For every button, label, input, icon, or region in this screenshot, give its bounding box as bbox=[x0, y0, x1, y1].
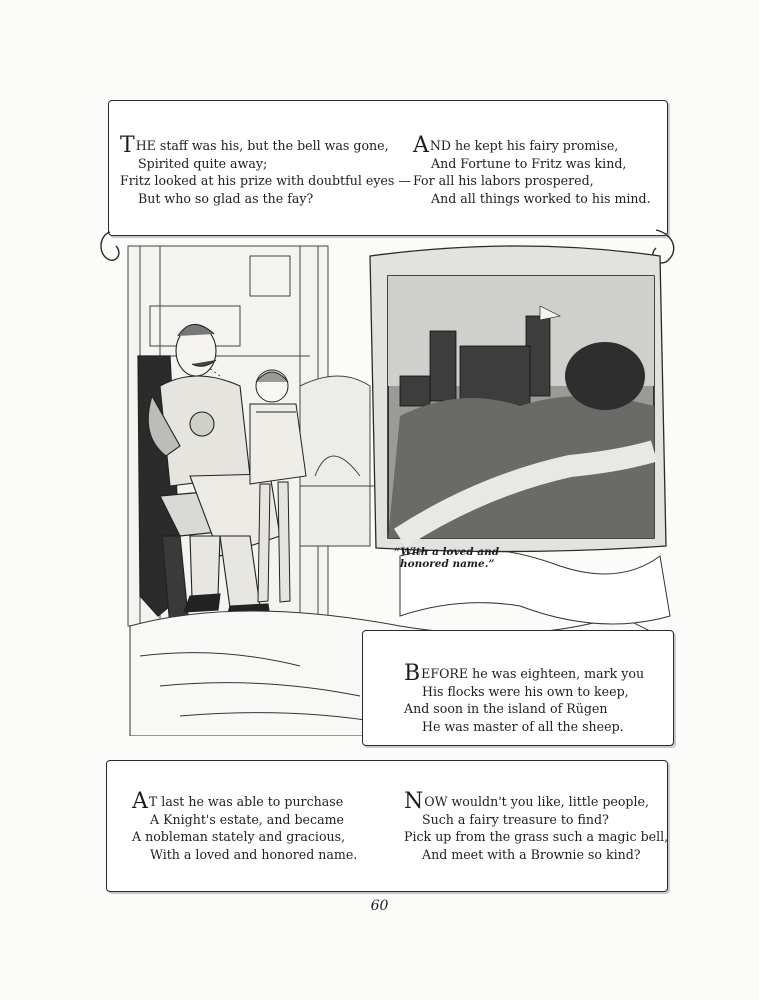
bottom-right-stanza bbox=[404, 789, 669, 863]
verse-line: And all things worked to his mind. bbox=[431, 190, 651, 206]
verse-line: He was master of all the sheep. bbox=[422, 718, 624, 734]
verse-line: T last he was able to purchase bbox=[148, 794, 344, 809]
verse-line: And soon in the island of Rügen bbox=[404, 701, 608, 716]
verse-line: A Knight's estate, and became bbox=[150, 811, 344, 827]
top-right-stanza bbox=[413, 133, 651, 207]
caption-line: “With a loved and bbox=[394, 546, 500, 558]
verse-line: With a loved and honored name. bbox=[150, 846, 358, 862]
illustration-caption bbox=[394, 546, 524, 570]
verse-line: ND he kept his fairy promise, bbox=[429, 138, 619, 153]
drop-cap: T bbox=[120, 133, 135, 158]
page-number: 60 bbox=[370, 898, 389, 914]
verse-line: And meet with a Brownie so kind? bbox=[422, 846, 641, 862]
drop-cap: A bbox=[413, 133, 429, 158]
verse-line: Such a fairy treasure to find? bbox=[422, 811, 609, 827]
verse-line: Fritz looked at his prize with doubtful eyes — bbox=[120, 173, 411, 188]
drop-cap: A bbox=[132, 789, 148, 814]
verse-line: His flocks were his own to keep, bbox=[422, 683, 629, 699]
verse-line: A nobleman stately and gracious, bbox=[132, 829, 346, 844]
top-left-stanza bbox=[120, 133, 411, 207]
verse-line: OW wouldn't you like, little people, bbox=[424, 794, 649, 809]
verse-line: EFORE he was eighteen, mark you bbox=[421, 666, 645, 681]
middle-stanza bbox=[404, 661, 645, 735]
verse-line: Spirited quite away; bbox=[138, 155, 268, 171]
verse-line: For all his labors prospered, bbox=[413, 173, 594, 188]
verse-line: And Fortune to Fritz was kind, bbox=[431, 155, 627, 171]
caption-line: honored name.” bbox=[400, 558, 495, 570]
verse-line: Pick up from the grass such a magic bell, bbox=[404, 829, 669, 844]
verse-line: HE staff was his, but the bell was gone, bbox=[135, 138, 389, 153]
verse-line: But who so glad as the fay? bbox=[138, 190, 314, 206]
drop-cap: N bbox=[404, 789, 424, 814]
drop-cap: B bbox=[404, 661, 421, 686]
bottom-left-stanza bbox=[132, 789, 358, 863]
